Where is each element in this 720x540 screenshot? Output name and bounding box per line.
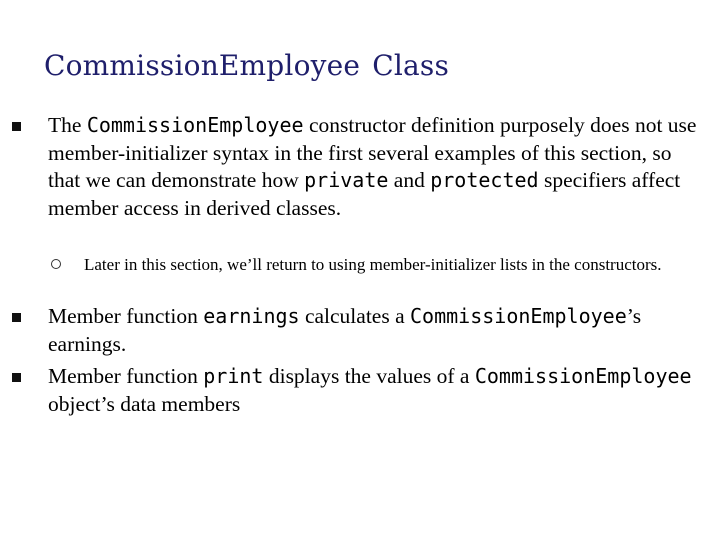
code-span: CommissionEmployee — [474, 364, 692, 388]
code-span: protected — [430, 168, 539, 192]
square-bullet-icon — [12, 313, 21, 322]
code-span: CommissionEmployee — [410, 304, 627, 328]
sub-bullet-initializer-lists — [84, 253, 694, 276]
square-bullet-icon — [12, 373, 21, 382]
square-bullet-icon — [12, 122, 21, 131]
bullet-text: ’s earnings. — [48, 304, 642, 356]
bullet-text: Member function — [48, 304, 204, 328]
sub-bullet-text: Later in this section, we’ll return to using member-initializer lists in the constructors. — [84, 255, 662, 274]
code-span: CommissionEmployee — [86, 113, 304, 137]
slide-title — [44, 48, 449, 84]
bullet-text: specifiers affect member access in derived classes. — [48, 168, 681, 220]
slide-title-word: Class — [372, 49, 450, 82]
circle-bullet-icon — [51, 259, 61, 269]
bullet-text: calculates a — [299, 304, 410, 328]
code-span: private — [304, 168, 389, 192]
bullet-text: and — [388, 168, 431, 192]
bullet-text: object’s data members — [48, 391, 241, 416]
code-span: earnings — [203, 304, 300, 328]
bullet-print-function — [48, 363, 698, 418]
bullet-text: The — [48, 113, 87, 137]
bullet-text: constructor definition purposely does not use member-initializer syntax in the first several examples of this section, so that we can demonstrate how — [48, 113, 697, 192]
bullet-earnings-function — [48, 303, 698, 358]
bullet-text: Member function — [48, 364, 204, 388]
slide-title-code: CommissionEmployee — [44, 49, 361, 82]
bullet-text: displays the values of a — [263, 364, 475, 388]
code-span: print — [203, 364, 264, 388]
bullet-constructor-definition — [48, 112, 698, 222]
